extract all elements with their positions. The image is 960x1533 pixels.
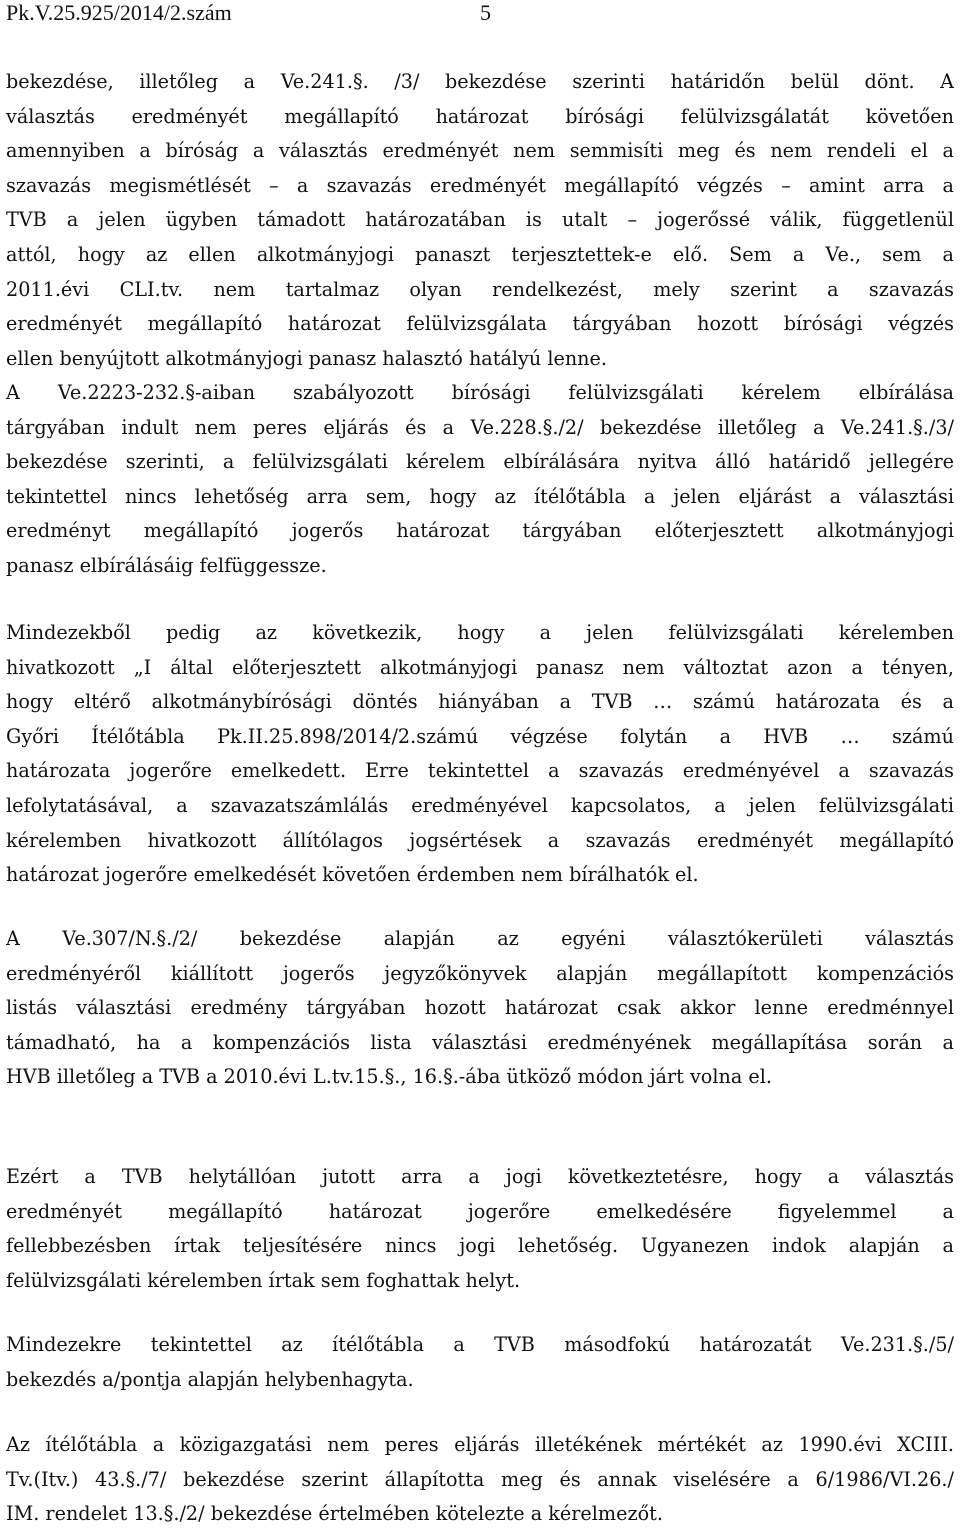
text-line: tárgyában indult nem peres eljárás és a Ve.228.§./2/ bekezdése illetőleg a Ve.241.§./3/ [6, 415, 954, 439]
text-line: fellebbezésben írtak teljesítésére nincs jogi lehetőség. Ugyanezen indok alapján a [6, 1234, 954, 1258]
text-line: IM. rendelet 13.§./2/ bekezdése értelmében kötelezte a kérelmezőt. [6, 1502, 663, 1526]
case-number: Pk.V.25.925/2014/2.szám [6, 0, 232, 25]
paragraph [6, 65, 954, 376]
text-line: TVB a jelen ügyben támadott határozatában is utalt – jogerőssé válik, függetlenül [6, 208, 954, 232]
text-line: lefolytatásával, a szavazatszámlálás eredményével kapcsolatos, a jelen felülvizsgálati [6, 793, 954, 817]
text-line: választás eredményét megállapító határozat bírósági felülvizsgálatát követően [6, 104, 954, 128]
text-line: Mindezekre tekintettel az ítélőtábla a TVB másodfokú határozatát Ve.231.§./5/ [6, 1333, 954, 1356]
text-line: A Ve.2223-232.§-aiban szabályozott bírósági felülvizsgálati kérelem elbírálása [6, 381, 954, 404]
text-line: Győri Ítélőtábla Pk.II.25.898/2014/2.számú végzése folytán a HVB … számú [6, 724, 954, 748]
text-line: támadható, ha a kompenzációs lista választási eredményének megállapítása során a [6, 1030, 954, 1054]
text-line: Tv.(Itv.) 43.§./7/ bekezdése szerint állapította meg és annak viselésére a 6/1986/VI.26./ [6, 1467, 954, 1491]
text-line: Mindezekből pedig az következik, hogy a jelen felülvizsgálati kérelemben [6, 621, 954, 644]
text-line: listás választási eredmény tárgyában hozott határozat csak akkor lenne eredménnyel [6, 996, 954, 1020]
text-line: kérelemben hivatkozott állítólagos jogsértések a szavazás eredményét megállapító [6, 828, 954, 852]
text-line: tekintettel nincs lehetőség arra sem, hogy az ítélőtábla a jelen eljárást a választási [6, 484, 954, 508]
page-number: 5 [480, 0, 491, 25]
text-line: szavazás megismétlését – a szavazás eredményét megállapító végzés – amint arra a [6, 173, 954, 197]
paragraph [6, 922, 954, 1095]
paragraph [6, 616, 954, 893]
text-line: HVB illetőleg a TVB a 2010.évi L.tv.15.§., 16.§.-ába ütköző módon járt volna el. [6, 1065, 772, 1089]
text-line: panasz elbírálásáig felfüggessze. [6, 553, 327, 577]
text-line: ellen benyújtott alkotmányjogi panasz halasztó hatályú lenne. [6, 346, 607, 370]
paragraph [6, 376, 954, 584]
text-line: felülvizsgálati kérelemben írtak sem foghattak helyt. [6, 1268, 521, 1292]
text-line: bekezdése, illetőleg a Ve.241.§. /3/ bekezdése szerinti határidőn belül dönt. A [6, 70, 954, 93]
text-line: bekezdés a/pontja alapján helybenhagyta. [6, 1367, 414, 1391]
text-line: hogy eltérő alkotmánybírósági döntés hiányában a TVB … számú határozata és a [6, 690, 954, 714]
text-line: Az ítélőtábla a közigazgatási nem peres eljárás illetékének mértékét az 1990.évi XCIII. [6, 1433, 954, 1456]
text-line: attól, hogy az ellen alkotmányjogi panaszt terjesztettek-e elő. Sem a Ve., sem a [6, 242, 954, 266]
paragraph [6, 1328, 954, 1397]
text-line: eredményét megállapító határozat jogerőre emelkedésére figyelemmel a [6, 1199, 954, 1223]
page-header [6, 0, 954, 30]
text-line: amennyiben a bíróság a választás eredményét nem semmisíti meg és nem rendeli el a [6, 139, 954, 163]
paragraph [6, 1160, 954, 1298]
text-line: bekezdése szerinti, a felülvizsgálati kérelem elbírálására nyitva álló határidő jellegére [6, 450, 954, 474]
text-line: határozata jogerőre emelkedett. Erre tekintettel a szavazás eredményével a szavazás [6, 759, 954, 783]
text-line: határozat jogerőre emelkedését követően érdemben nem bírálhatók el. [6, 863, 699, 887]
paragraph [6, 1428, 954, 1532]
text-line: eredményt megállapító jogerős határozat tárgyában előterjesztett alkotmányjogi [6, 519, 954, 543]
text-line: 2011.évi CLI.tv. nem tartalmaz olyan rendelkezést, mely szerint a szavazás [6, 277, 954, 301]
text-line: hivatkozott „I által előterjesztett alkotmányjogi panasz nem változtat azon a tényen, [6, 655, 954, 679]
text-line: eredményéről kiállított jogerős jegyzőkönyvek alapján megállapított kompenzációs [6, 961, 954, 985]
text-line: A Ve.307/N.§./2/ bekezdése alapján az egyéni választókerületi választás [6, 927, 954, 950]
text-line: Ezért a TVB helytállóan jutott arra a jogi következtetésre, hogy a választás [6, 1165, 954, 1188]
text-line: eredményét megállapító határozat felülvizsgálata tárgyában hozott bírósági végzés [6, 312, 954, 336]
